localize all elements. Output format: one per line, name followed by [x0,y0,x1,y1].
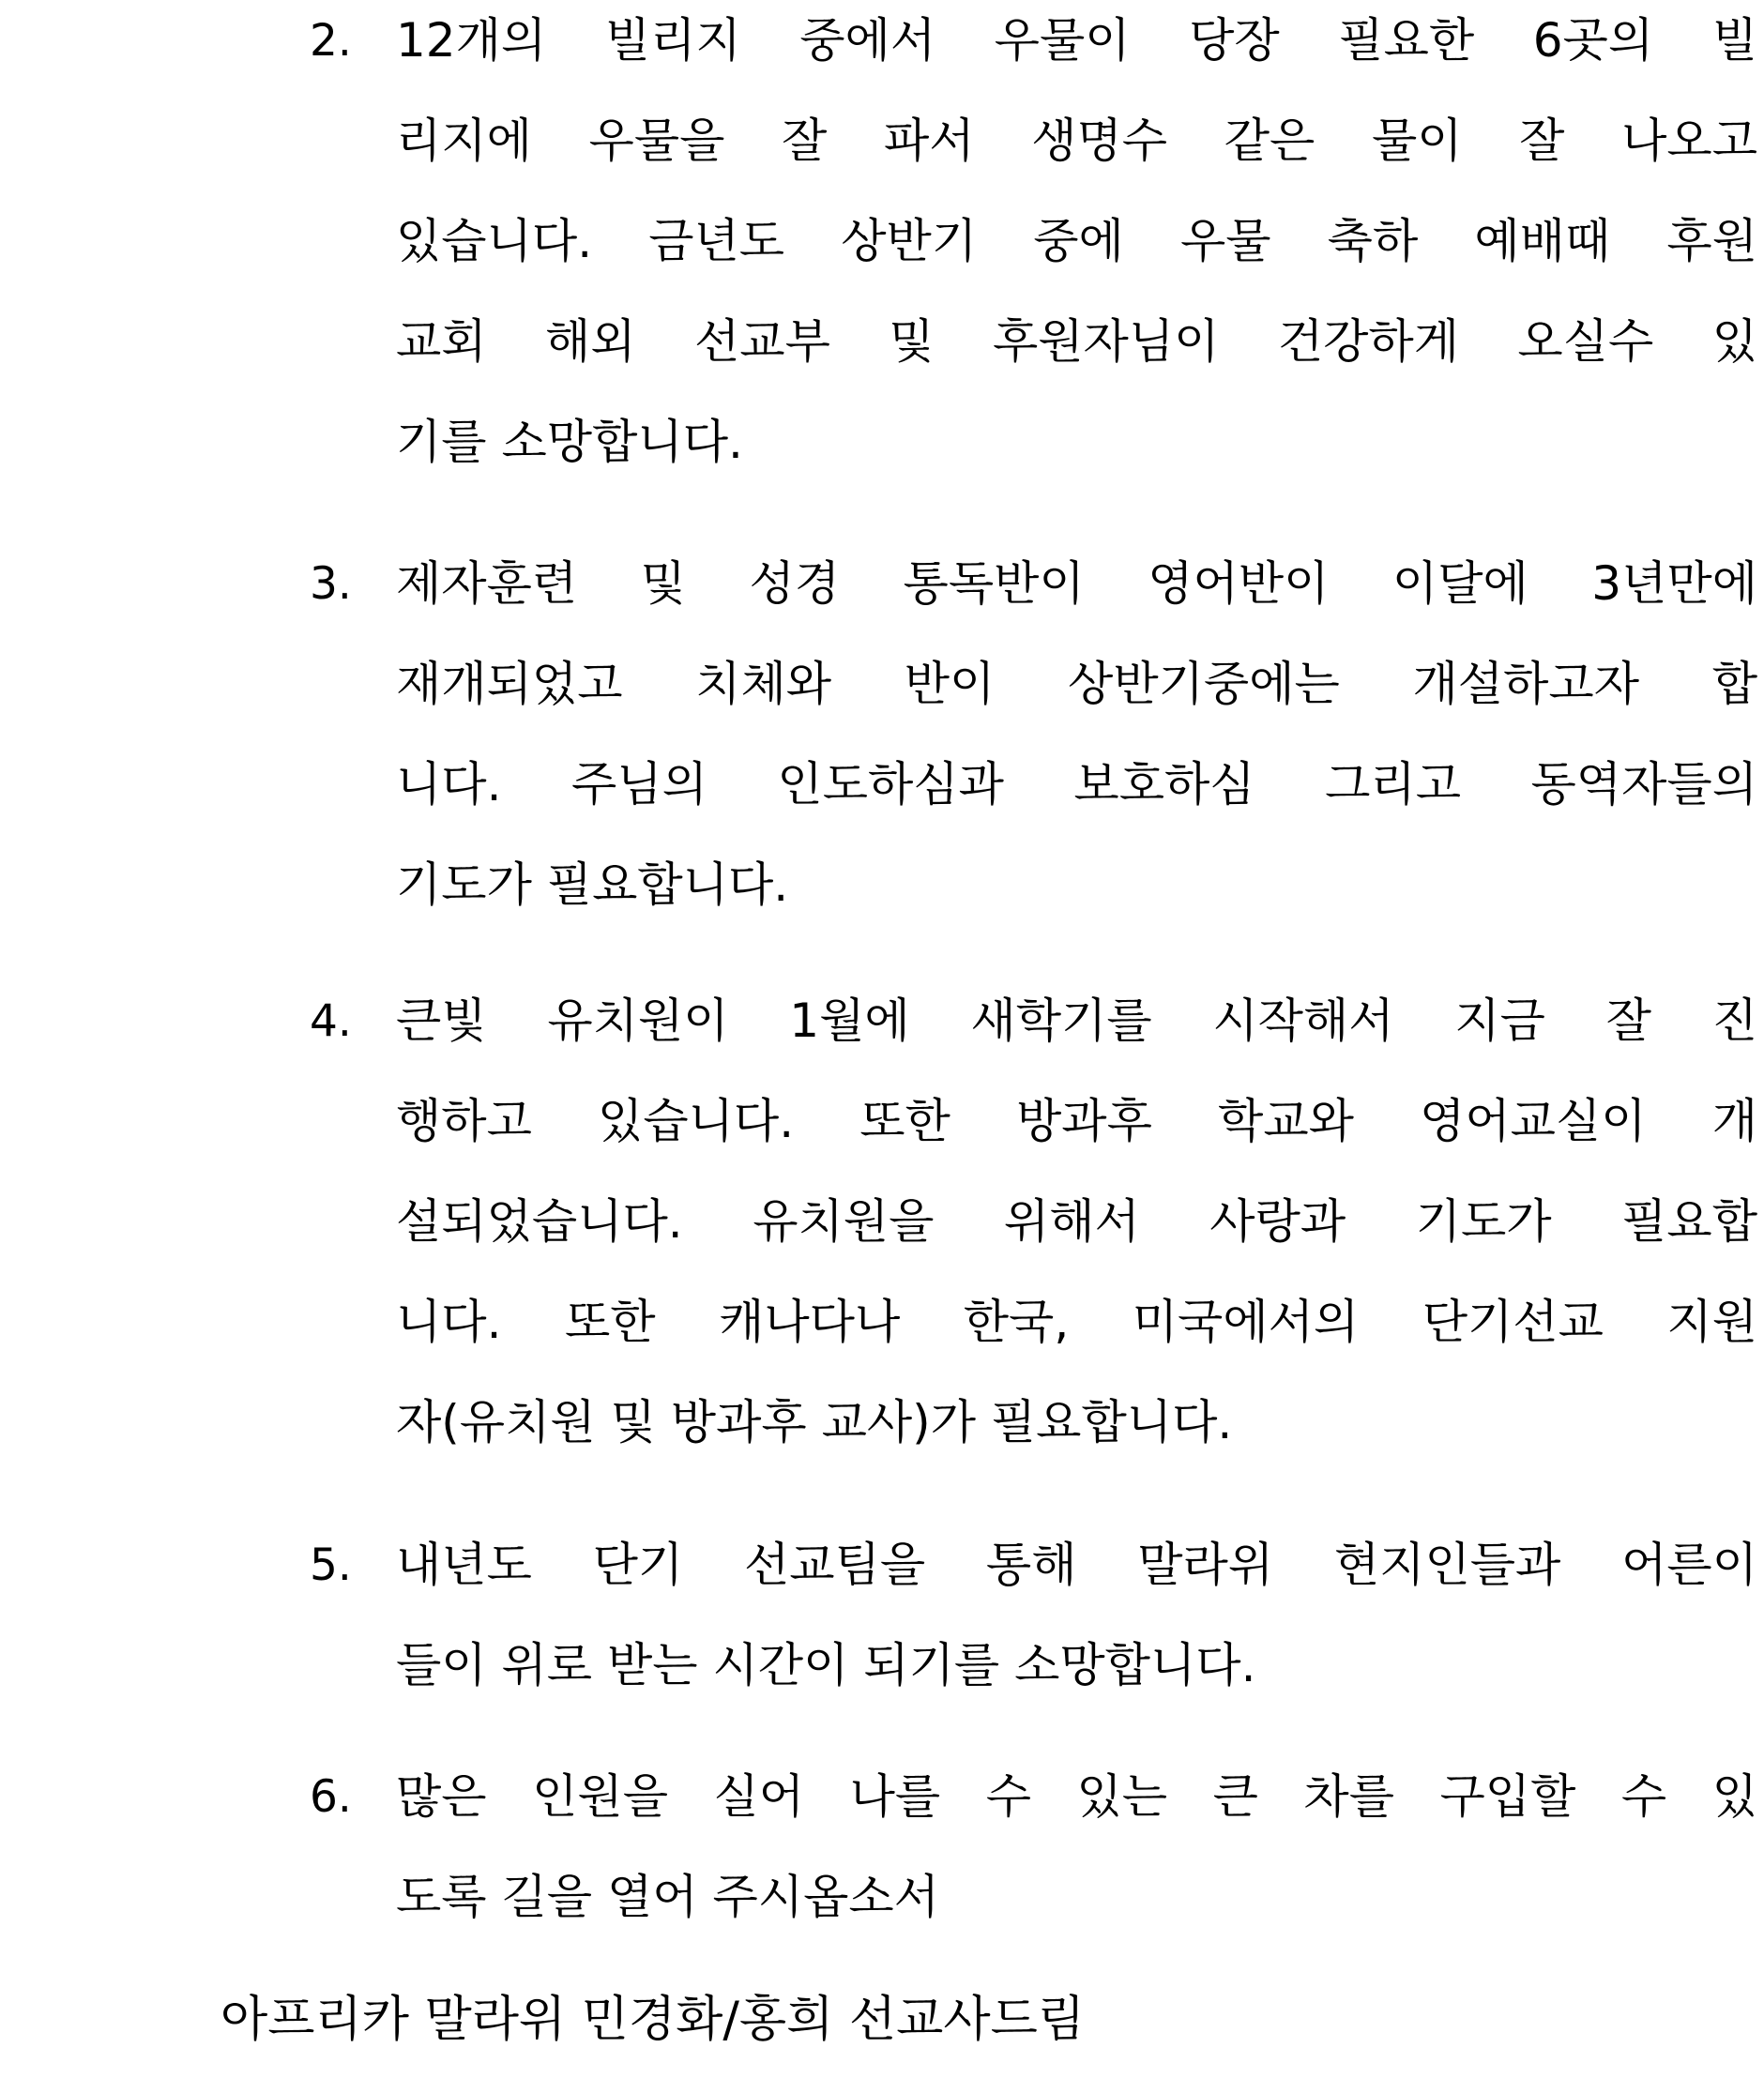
text-line: 큰빛 유치원이 1월에 새학기를 시작해서 지금 잘 진 [396,993,1757,1048]
item-text [396,1747,1757,1948]
text-line: 교회 해외 선교부 및 후원자님이 건강하게 오실수 있 [396,314,1757,369]
text-line: 기도가 필요합니다. [396,857,789,912]
item-text [396,0,1757,493]
text-line: 많은 인원을 실어 나를 수 있는 큰 차를 구입할 수 있 [396,1769,1757,1824]
item-number: 5. [310,1540,352,1591]
signature: 아프리카 말라위 민경화/홍희 선교사드림 [220,1992,1086,2048]
text-line: 재개되었고 치체와 반이 상반기중에는 개설하고자 합 [396,657,1757,711]
text-line: 도록 길을 열어 주시옵소서 [396,1870,939,1924]
item-text [396,1515,1757,1716]
text-line: 기를 소망합니다. [396,415,743,469]
text-line: 자(유치원 및 방과후 교사)가 필요합니다. [396,1395,1233,1449]
text-line: 들이 위로 받는 시간이 되기를 소망합니다. [396,1638,1256,1692]
text-line: 12개의 빌리지 중에서 우물이 당장 필요한 6곳의 빌 [396,13,1757,68]
text-line: 니다. 주님의 인도하심과 보호하심 그리고 동역자들의 [396,757,1757,811]
item-number: 6. [310,1771,352,1823]
text-line: 설되었습니다. 유치원을 위해서 사랑과 기도가 필요합 [396,1194,1757,1249]
text-line: 있습니다. 금년도 상반기 중에 우물 축하 예배때 후원 [396,214,1757,268]
text-line: 내년도 단기 선교팀을 통해 말라위 현지인들과 어른이 [396,1538,1757,1592]
item-number: 4. [310,995,352,1047]
text-line: 행하고 있습니다. 또한 방과후 학교와 영어교실이 개 [396,1094,1757,1148]
text-line: 니다. 또한 캐나다나 한국, 미국에서의 단기선교 지원 [396,1295,1757,1349]
text-line: 리지에 우물을 잘 파서 생명수 같은 물이 잘 나오고 [396,114,1757,168]
item-number: 2. [310,15,352,67]
text-line: 제자훈련 및 성경 통독반이 영어반이 이달에 3년만에 [396,556,1757,611]
item-text [396,534,1757,935]
item-text [396,971,1757,1473]
item-number: 3. [310,558,352,610]
